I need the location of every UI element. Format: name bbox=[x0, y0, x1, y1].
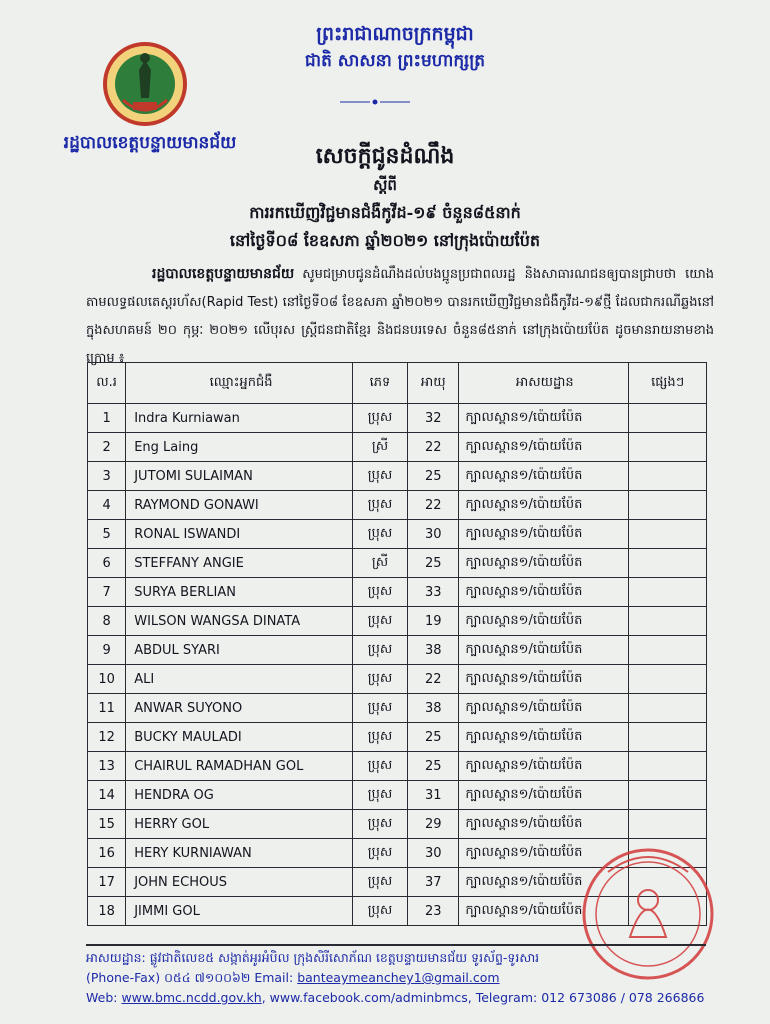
cell-address: ក្បាលស្ពាន១/ប៉ោយប៉ែត bbox=[459, 868, 629, 897]
cell-no: 4 bbox=[88, 491, 126, 520]
table-row bbox=[88, 636, 707, 665]
website-link[interactable]: www.bmc.ncdd.gov.kh bbox=[121, 990, 262, 1005]
cell-address: ក្បាលស្ពាន១/ប៉ោយប៉ែត bbox=[459, 810, 629, 839]
cell-no: 7 bbox=[88, 578, 126, 607]
cell-address: ក្បាលស្ពាន១/ប៉ោយប៉ែត bbox=[459, 491, 629, 520]
cell-no: 9 bbox=[88, 636, 126, 665]
cell-no: 16 bbox=[88, 839, 126, 868]
cell-other bbox=[629, 578, 707, 607]
cell-address: ក្បាលស្ពាន១/ប៉ោយប៉ែត bbox=[459, 462, 629, 491]
cell-address: ក្បាលស្ពាន១/ប៉ោយប៉ែត bbox=[459, 433, 629, 462]
table-row bbox=[88, 694, 707, 723]
cell-no: 11 bbox=[88, 694, 126, 723]
cell-age: 38 bbox=[408, 636, 459, 665]
table-row bbox=[88, 810, 707, 839]
cell-age: 33 bbox=[408, 578, 459, 607]
document-title: សេចក្ដីជូនដំណឹង bbox=[315, 143, 455, 169]
table-row bbox=[88, 752, 707, 781]
cell-address: ក្បាលស្ពាន១/ប៉ោយប៉ែត bbox=[459, 694, 629, 723]
cell-address: ក្បាលស្ពាន១/ប៉ោយប៉ែត bbox=[459, 897, 629, 926]
cell-no: 6 bbox=[88, 549, 126, 578]
cell-name: ANWAR SUYONO bbox=[126, 694, 353, 723]
document-subtitle-1: ការរកឃើញវិជ្ជមានជំងឺកូវីដ-១៩ ចំនួន៨៥នាក់ bbox=[249, 203, 521, 222]
cell-other bbox=[629, 549, 707, 578]
cell-age: 19 bbox=[408, 607, 459, 636]
cell-name: ABDUL SYARI bbox=[126, 636, 353, 665]
table-row bbox=[88, 723, 707, 752]
cell-age: 22 bbox=[408, 433, 459, 462]
cell-no: 13 bbox=[88, 752, 126, 781]
table-row bbox=[88, 404, 707, 433]
cell-sex: ប្រុស bbox=[352, 491, 407, 520]
cell-other bbox=[629, 433, 707, 462]
cell-name: BUCKY MAULADI bbox=[126, 723, 353, 752]
cell-no: 3 bbox=[88, 462, 126, 491]
cell-sex: ប្រុស bbox=[352, 868, 407, 897]
cell-sex: ប្រុស bbox=[352, 462, 407, 491]
column-header-no: ល.រ bbox=[88, 363, 126, 404]
footer-divider bbox=[86, 944, 706, 946]
cell-name: JIMMI GOL bbox=[126, 897, 353, 926]
table-row bbox=[88, 607, 707, 636]
cell-other bbox=[629, 752, 707, 781]
intro-lead: រដ្ឋបាលខេត្តបន្ទាយមានជ័យ bbox=[152, 266, 295, 282]
cell-address: ក្បាលស្ពាន១/ប៉ោយប៉ែត bbox=[459, 549, 629, 578]
cell-name: RONAL ISWANDI bbox=[126, 520, 353, 549]
cell-sex: ប្រុស bbox=[352, 839, 407, 868]
cell-age: 22 bbox=[408, 665, 459, 694]
kingdom-title: ព្រះរាជាណាចក្រកម្ពុជា bbox=[316, 23, 474, 45]
cell-sex: ប្រុស bbox=[352, 752, 407, 781]
cell-no: 2 bbox=[88, 433, 126, 462]
cell-no: 5 bbox=[88, 520, 126, 549]
email-link[interactable]: banteaymeanchey1@gmail.com bbox=[297, 970, 500, 985]
cell-address: ក្បាលស្ពាន១/ប៉ោយប៉ែត bbox=[459, 723, 629, 752]
table-row bbox=[88, 549, 707, 578]
cell-name: Indra Kurniawan bbox=[126, 404, 353, 433]
official-stamp bbox=[568, 842, 718, 982]
cell-sex: ប្រុស bbox=[352, 897, 407, 926]
table-row bbox=[88, 665, 707, 694]
cell-address: ក្បាលស្ពាន១/ប៉ោយប៉ែត bbox=[459, 404, 629, 433]
footer-address: អាសយដ្ឋាន: ផ្លូវជាតិលេខ៥ សង្កាត់អូរអំបិល ក្រុងសិរីសោភ័ណ ខេត្តបន្ទាយមានជ័យ ទូរស័ព្ទ-ទូរសារ bbox=[86, 950, 540, 965]
cell-sex: ប្រុស bbox=[352, 578, 407, 607]
cell-sex: ប្រុស bbox=[352, 607, 407, 636]
cell-name: HERRY GOL bbox=[126, 810, 353, 839]
cell-name: JUTOMI SULAIMAN bbox=[126, 462, 353, 491]
cell-address: ក្បាលស្ពាន១/ប៉ោយប៉ែត bbox=[459, 607, 629, 636]
document-about: ស្ដីពី bbox=[373, 176, 397, 194]
cell-age: 25 bbox=[408, 752, 459, 781]
email-label: Email: bbox=[254, 970, 294, 985]
cell-other bbox=[629, 781, 707, 810]
document-subtitle-2: នៅថ្ងៃទី០៨ ខែឧសភា ឆ្នាំ២០២១ នៅក្រុងប៉ោយប៉ែត bbox=[229, 231, 541, 250]
cell-age: 32 bbox=[408, 404, 459, 433]
cell-address: ក្បាលស្ពាន១/ប៉ោយប៉ែត bbox=[459, 578, 629, 607]
table-row bbox=[88, 781, 707, 810]
cell-age: 30 bbox=[408, 839, 459, 868]
cell-age: 23 bbox=[408, 897, 459, 926]
cell-other bbox=[629, 462, 707, 491]
provincial-seal-logo bbox=[103, 40, 187, 132]
cell-sex: ប្រុស bbox=[352, 810, 407, 839]
cell-name: HERY KURNIAWAN bbox=[126, 839, 353, 868]
cell-address: ក្បាលស្ពាន១/ប៉ោយប៉ែត bbox=[459, 665, 629, 694]
cell-other bbox=[629, 404, 707, 433]
cell-address: ក្បាលស្ពាន១/ប៉ោយប៉ែត bbox=[459, 839, 629, 868]
cell-address: ក្បាលស្ពាន១/ប៉ោយប៉ែត bbox=[459, 781, 629, 810]
cell-name: STEFFANY ANGIE bbox=[126, 549, 353, 578]
cell-address: ក្បាលស្ពាន១/ប៉ោយប៉ែត bbox=[459, 752, 629, 781]
cell-name: RAYMOND GONAWI bbox=[126, 491, 353, 520]
table-row bbox=[88, 462, 707, 491]
divider-ornament-icon bbox=[340, 98, 410, 106]
cell-sex: ប្រុស bbox=[352, 781, 407, 810]
cell-no: 15 bbox=[88, 810, 126, 839]
footer-web-line bbox=[86, 990, 704, 1005]
table-header-row bbox=[88, 363, 707, 404]
cell-name: WILSON WANGSA DINATA bbox=[126, 607, 353, 636]
cell-sex: ប្រុស bbox=[352, 636, 407, 665]
cell-no: 10 bbox=[88, 665, 126, 694]
table-row bbox=[88, 491, 707, 520]
cell-age: 25 bbox=[408, 549, 459, 578]
cell-address: ក្បាលស្ពាន១/ប៉ោយប៉ែត bbox=[459, 636, 629, 665]
footer-contact-line bbox=[86, 970, 500, 989]
cell-age: 25 bbox=[408, 462, 459, 491]
column-header-address: អាសយដ្ឋាន bbox=[459, 363, 629, 404]
cell-address: ក្បាលស្ពាន១/ប៉ោយប៉ែត bbox=[459, 520, 629, 549]
cell-age: 25 bbox=[408, 723, 459, 752]
cell-sex: ស្រី bbox=[352, 549, 407, 578]
cell-sex: ប្រុស bbox=[352, 404, 407, 433]
cell-sex: ស្រី bbox=[352, 433, 407, 462]
national-motto: ជាតិ សាសនា ព្រះមហាក្សត្រ bbox=[304, 51, 486, 71]
telegram-contact: , Telegram: 012 673086 / 078 266866 bbox=[467, 990, 705, 1005]
cell-name: CHAIRUL RAMADHAN GOL bbox=[126, 752, 353, 781]
column-header-age: អាយុ bbox=[408, 363, 459, 404]
cell-other bbox=[629, 520, 707, 549]
cell-name: HENDRA OG bbox=[126, 781, 353, 810]
cell-no: 14 bbox=[88, 781, 126, 810]
cell-age: 37 bbox=[408, 868, 459, 897]
cell-other bbox=[629, 636, 707, 665]
column-header-other: ផ្សេងៗ bbox=[629, 363, 707, 404]
web-label: Web: bbox=[86, 990, 118, 1005]
cell-age: 22 bbox=[408, 491, 459, 520]
cell-other bbox=[629, 810, 707, 839]
cell-sex: ប្រុស bbox=[352, 694, 407, 723]
cell-other bbox=[629, 665, 707, 694]
intro-paragraph bbox=[86, 260, 714, 373]
cell-no: 1 bbox=[88, 404, 126, 433]
administration-name: រដ្ឋបាលខេត្តបន្ទាយមានជ័យ bbox=[63, 133, 237, 153]
cell-name: Eng Laing bbox=[126, 433, 353, 462]
cell-no: 12 bbox=[88, 723, 126, 752]
phone-label: (Phone-Fax) bbox=[86, 970, 161, 985]
phone-value: ០៥៤ ៧១០០៦២ bbox=[164, 970, 251, 985]
cell-age: 38 bbox=[408, 694, 459, 723]
table-row bbox=[88, 520, 707, 549]
cell-no: 18 bbox=[88, 897, 126, 926]
cell-sex: ប្រុស bbox=[352, 665, 407, 694]
column-header-sex: ភេទ bbox=[352, 363, 407, 404]
cell-sex: ប្រុស bbox=[352, 723, 407, 752]
cell-name: JOHN ECHOUS bbox=[126, 868, 353, 897]
cell-no: 17 bbox=[88, 868, 126, 897]
cell-other bbox=[629, 607, 707, 636]
column-header-name: ឈ្មោះអ្នកជំងឺ bbox=[126, 363, 353, 404]
cell-other bbox=[629, 723, 707, 752]
cell-age: 29 bbox=[408, 810, 459, 839]
cell-name: SURYA BERLIAN bbox=[126, 578, 353, 607]
table-row bbox=[88, 433, 707, 462]
cell-age: 30 bbox=[408, 520, 459, 549]
cell-other bbox=[629, 694, 707, 723]
facebook-link[interactable]: , www.facebook.com/adminbmcs bbox=[261, 990, 468, 1005]
cell-sex: ប្រុស bbox=[352, 520, 407, 549]
cell-other bbox=[629, 491, 707, 520]
table-row bbox=[88, 578, 707, 607]
intro-body: សូមជម្រាបជូនដំណឹងដល់បងប្អូនប្រជាពលរដ្ឋ និងសាធារណជនឲ្យបានជ្រាបថា យោងតាមលទ្ធផលតេស្តរហ័ស(Rapid Test) នៅថ្ងៃទី០៨ ខែឧសភា ឆ្នាំ២០២១ បានរកឃើញវិជ្ជមានជំងឺកូវីដ-១៩ថ្មី ដែលជាករណីឆ្លងនៅក្នុងសហគមន៍ ២០ កុម្ភៈ ២០២១ លើបុរស ស្ត្រីជនជាតិខ្មែរ និងជនបរទេស ចំនួន៨៥នាក់ នៅក្រុងប៉ោយប៉ែត ដូចមានរាយនាមខាងក្រោម ៖ bbox=[86, 267, 714, 366]
cell-age: 31 bbox=[408, 781, 459, 810]
cell-name: ALI bbox=[126, 665, 353, 694]
cell-no: 8 bbox=[88, 607, 126, 636]
